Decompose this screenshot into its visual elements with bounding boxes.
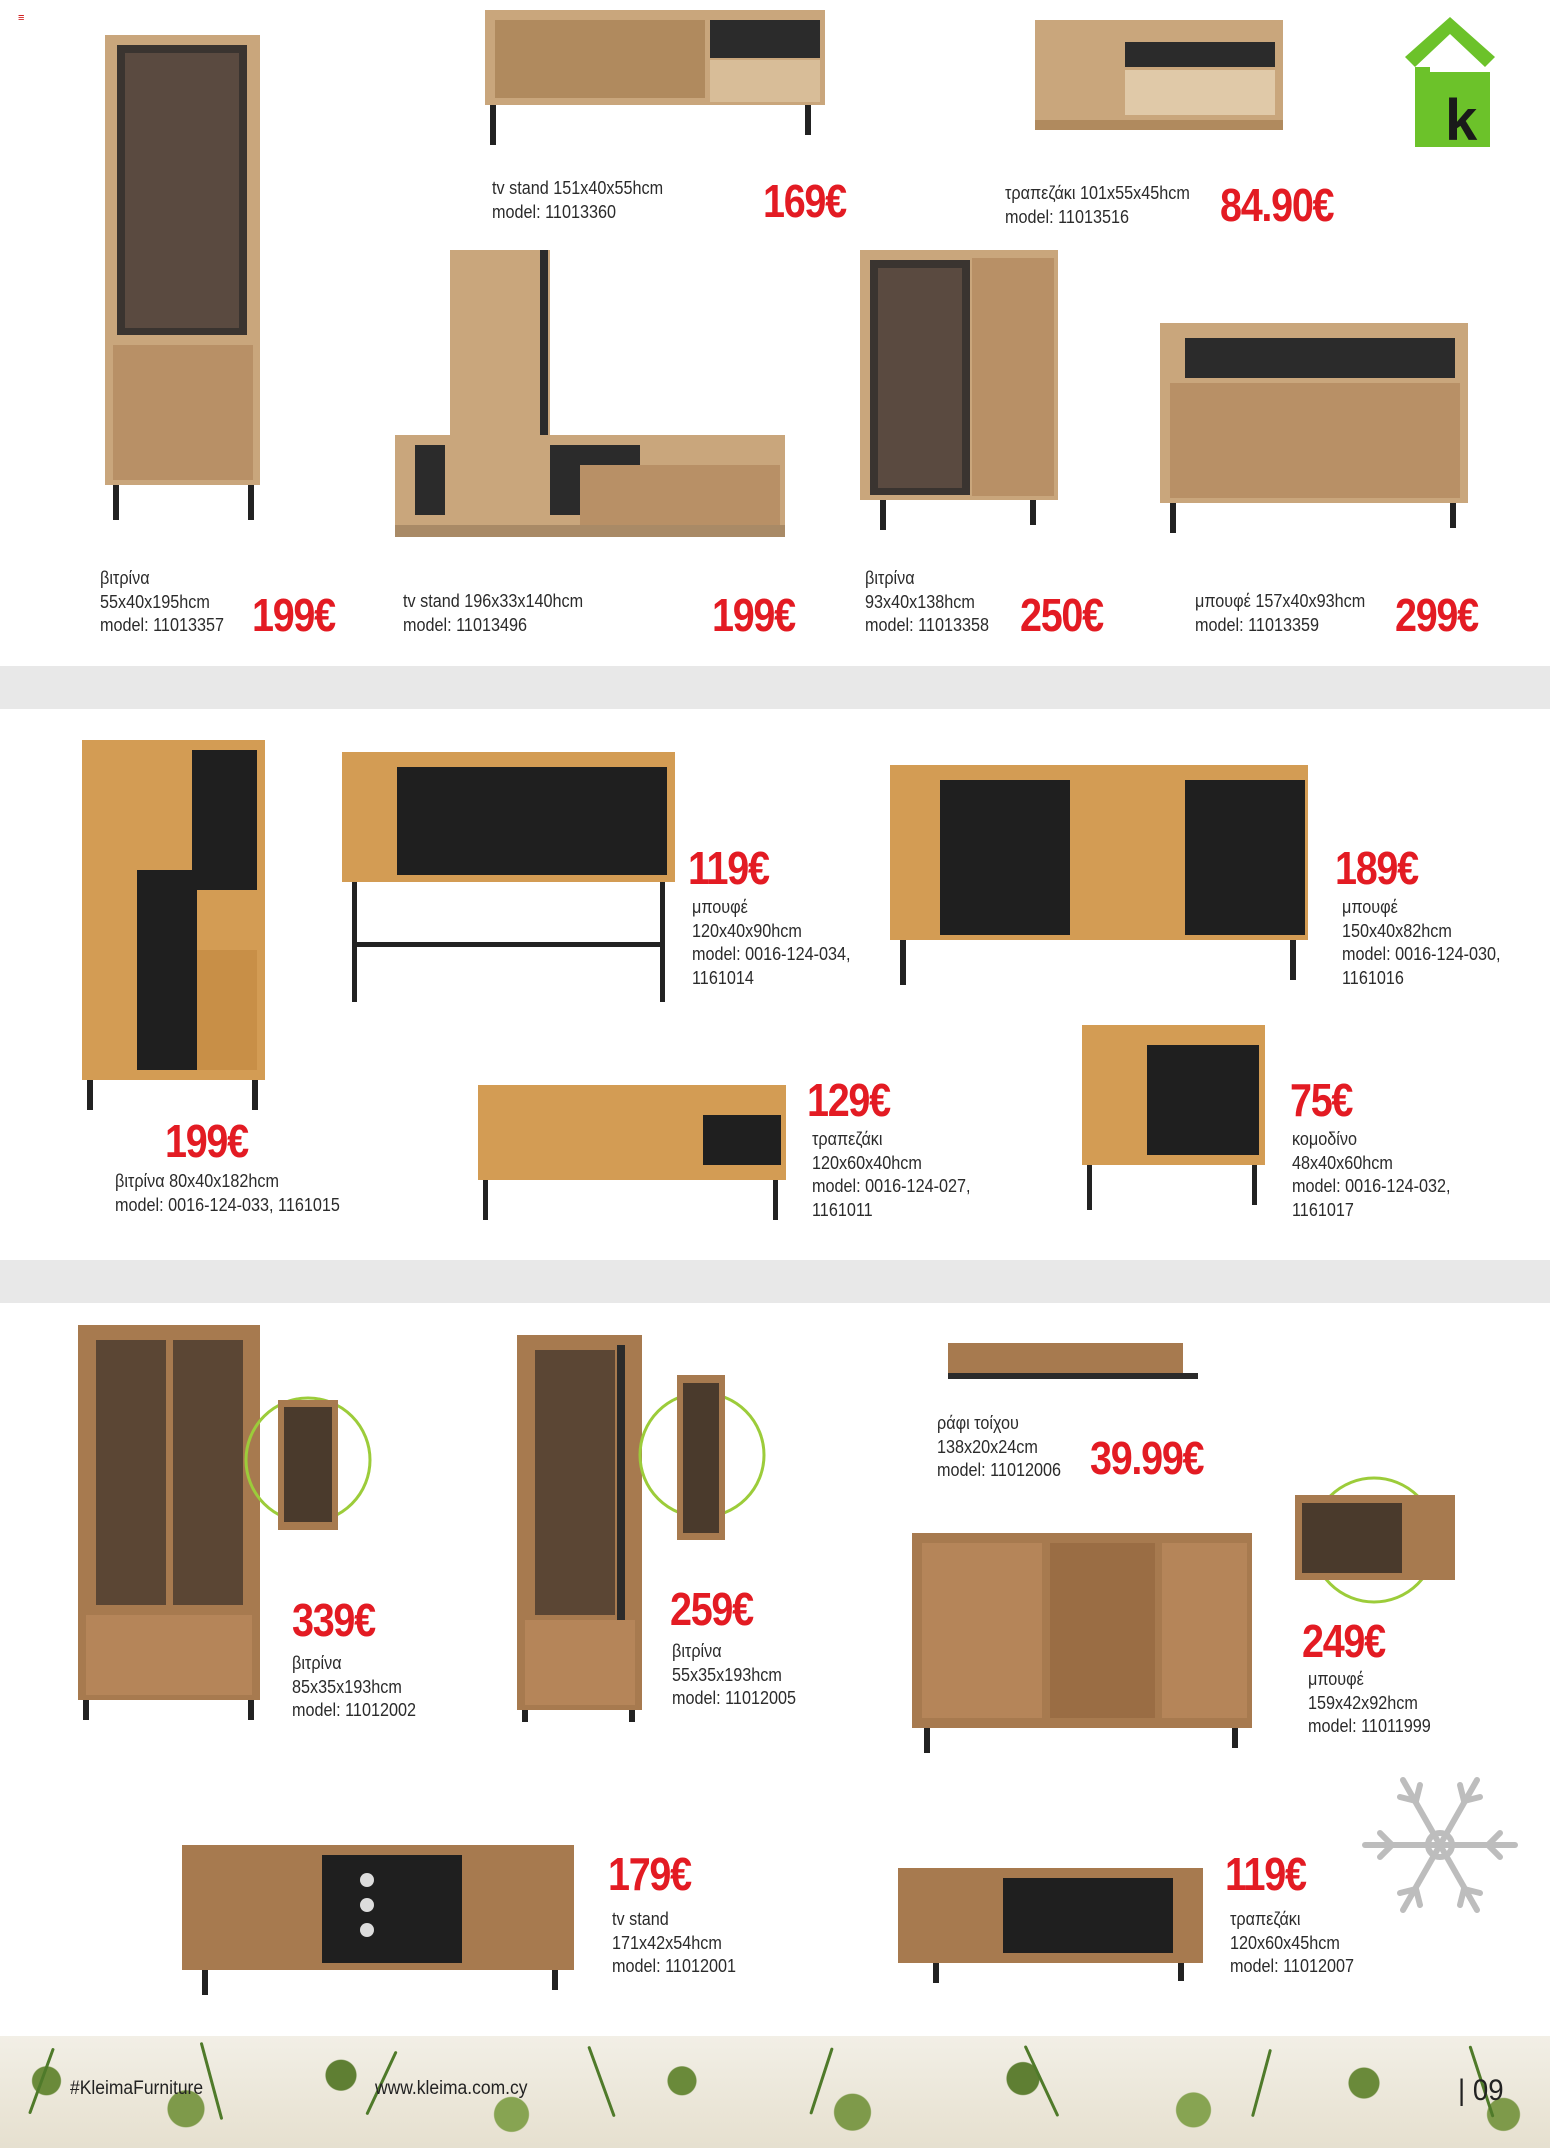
coffee-table-image (898, 1858, 1208, 1988)
kleima-logo (1400, 12, 1500, 153)
p4-desc: tv stand 196x33x140hcm model: 11013496 (403, 591, 584, 635)
vitrine-image (105, 35, 265, 525)
footer (0, 2036, 1550, 2148)
p4-price: 199€ (712, 589, 795, 641)
p12-price: 339€ (292, 1594, 375, 1646)
wall-shelf-image (948, 1338, 1203, 1383)
p5-desc: βιτρίνα 93x40x138hcm model: 11013358 (865, 568, 990, 635)
p13-price: 259€ (670, 1583, 753, 1635)
section-divider (0, 1260, 1550, 1303)
p8-desc: μπουφέ 150x40x82hcm model: 0016-124-030, 1161016 (1342, 897, 1501, 988)
coffee-table-image (478, 1085, 788, 1230)
p15-price: 249€ (1302, 1615, 1385, 1667)
p10-desc: τραπεζάκι 120x60x40hcm model: 0016-124-027, 1161011 (812, 1129, 971, 1220)
tv-wall-unit-image (395, 245, 790, 545)
p16-desc: tv stand 171x42x54hcm model: 11012001 (612, 1909, 737, 1976)
p11-price: 75€ (1290, 1074, 1353, 1126)
p2-desc: τραπεζάκι 101x55x45hcm model: 11013516 (1005, 183, 1190, 227)
footer-hashtag: #KleimaFurniture (70, 2078, 204, 2099)
buffet-image (890, 765, 1310, 990)
vitrine-image (82, 740, 267, 1115)
snowflake-icon (1355, 1770, 1525, 1920)
p9-price: 199€ (165, 1115, 248, 1167)
p15-desc: μπουφέ 159x42x92hcm model: 11011999 (1308, 1669, 1431, 1736)
p16-price: 179€ (608, 1848, 691, 1900)
p14-desc: ράφι τοίχου 138x20x24cm model: 11012006 (937, 1413, 1062, 1480)
p7-desc: μπουφέ 120x40x90hcm model: 0016-124-034, 1161014 (692, 897, 851, 988)
p7-price: 119€ (688, 842, 769, 894)
p12-desc: βιτρίνα 85x35x193hcm model: 11012002 (292, 1653, 417, 1720)
p13-desc: βιτρίνα 55x35x193hcm model: 11012005 (672, 1641, 797, 1708)
p2-price: 84.90€ (1220, 179, 1334, 231)
p14-price: 39.99€ (1090, 1432, 1204, 1484)
coffee-table-image (1035, 20, 1285, 145)
section-divider (0, 666, 1550, 709)
p17-desc: τραπεζάκι 120x60x45hcm model: 11012007 (1230, 1909, 1355, 1976)
buffet-image (342, 752, 677, 1012)
footer-website[interactable]: www.kleima.com.cy (375, 2078, 528, 2099)
buffet-image (1160, 323, 1470, 538)
corner-marks: ≡ (18, 12, 25, 24)
p6-price: 299€ (1395, 589, 1478, 641)
tv-stand-image (182, 1825, 577, 2000)
nightstand-image (1082, 1025, 1267, 1220)
p3-desc: βιτρίνα 55x40x195hcm model: 11013357 (100, 568, 225, 635)
p5-price: 250€ (1020, 589, 1103, 641)
p10-price: 129€ (807, 1074, 890, 1126)
p17-price: 119€ (1225, 1848, 1306, 1900)
p11-desc: κομοδίνο 48x40x60hcm model: 0016-124-032, 1161017 (1292, 1129, 1451, 1220)
p3-price: 199€ (252, 589, 335, 641)
buffet-open-image (1292, 1475, 1462, 1605)
p1-price: 169€ (763, 175, 846, 227)
vitrine-image (860, 250, 1060, 540)
page-number: | 09 (1458, 2074, 1504, 2107)
p6-desc: μπουφέ 157x40x93hcm model: 11013359 (1195, 591, 1366, 635)
p1-desc: tv stand 151x40x55hcm model: 11013360 (492, 178, 664, 222)
p8-price: 189€ (1335, 842, 1418, 894)
tv-stand-image (485, 10, 830, 145)
logo-letter: k (1445, 88, 1478, 153)
p9-desc: βιτρίνα 80x40x182hcm model: 0016-124-033, 1161015 (115, 1171, 340, 1215)
buffet-image (912, 1478, 1272, 1758)
